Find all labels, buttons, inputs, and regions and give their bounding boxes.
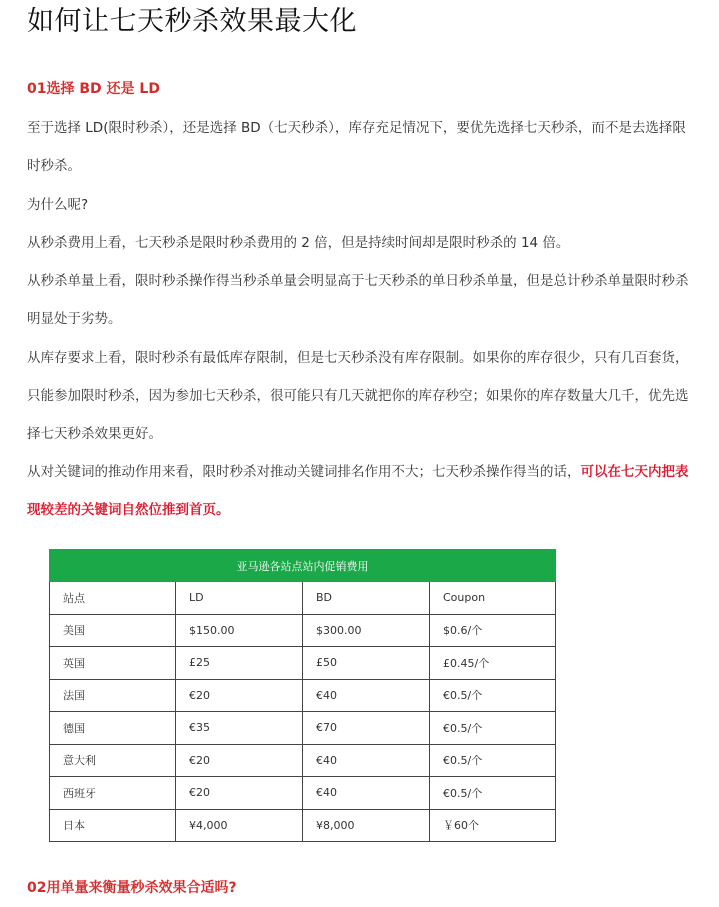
cell-site: 日本 (50, 809, 176, 842)
table-row (50, 647, 556, 680)
paragraph-keyword-effect (27, 453, 689, 529)
paragraph-question: 为什么呢? (27, 197, 89, 213)
paragraph-fee-comparison: 从秒杀费用上看，七天秒杀是限时秒杀费用的 2 倍，但是持续时间却是限时秒杀的 14 倍。 (27, 235, 570, 251)
page-title: 如何让七天秒杀效果最大化 (27, 6, 357, 37)
paragraph-intro: 至于选择 LD(限时秒杀），还是选择 BD（七天秒杀），库存充足情况下，要优先选择七天秒杀，而不是去选择限时秒杀。 (27, 120, 686, 174)
table-row (50, 809, 556, 842)
table-header-row (50, 582, 556, 615)
cell-ld: €35 (176, 712, 303, 745)
table-row (50, 712, 556, 745)
section-heading-order-volume: 02用单量来衡量秒杀效果合适吗? (27, 880, 237, 896)
section-heading-bd-vs-ld: 01选择 BD 还是 LD (27, 81, 160, 97)
cell-site: 意大利 (50, 744, 176, 777)
table-title-row (50, 550, 556, 582)
cell-bd: $300.00 (303, 614, 430, 647)
table-row (50, 614, 556, 647)
cell-bd: £50 (303, 647, 430, 680)
cell-bd: ¥8,000 (303, 809, 430, 842)
table-title: 亚马逊各站点站内促销费用 (50, 550, 556, 582)
cell-ld: £25 (176, 647, 303, 680)
cell-site: 法国 (50, 679, 176, 712)
cell-site: 西班牙 (50, 777, 176, 810)
column-header-coupon: Coupon (430, 582, 556, 615)
table-row (50, 744, 556, 777)
paragraph-order-volume: 从秒杀单量上看，限时秒杀操作得当秒杀单量会明显高于七天秒杀的单日秒杀单量，但是总计秒杀单量限时秒杀明显处于劣势。 (27, 273, 689, 327)
promotion-fee-table (49, 549, 556, 842)
cell-ld: €20 (176, 777, 303, 810)
cell-ld: $150.00 (176, 614, 303, 647)
cell-bd: €40 (303, 679, 430, 712)
keyword-effect-text: 从对关键词的推动作用来看，限时秒杀对推动关键词排名作用不大；七天秒杀操作得当的话， (27, 464, 581, 480)
cell-ld: ¥4,000 (176, 809, 303, 842)
keyword-effect-highlight: 可以在七天内把表现较差的关键词自然位推到首页。 (27, 464, 689, 518)
cell-coupon: €0.5/个 (430, 679, 556, 712)
cell-coupon: £0.45/个 (430, 647, 556, 680)
cell-site: 英国 (50, 647, 176, 680)
table-row (50, 777, 556, 810)
paragraph-inventory: 从库存要求上看，限时秒杀有最低库存限制，但是七天秒杀没有库存限制。如果你的库存很少，只有几百套货，只能参加限时秒杀，因为参加七天秒杀，很可能只有几天就把你的库存秒空；如果你的库存数量大几千，优先选择七天秒杀效果更好。 (27, 350, 689, 442)
cell-coupon: ￥60个 (430, 809, 556, 842)
cell-coupon: €0.5/个 (430, 744, 556, 777)
cell-coupon: €0.5/个 (430, 712, 556, 745)
table-row (50, 679, 556, 712)
cell-bd: €40 (303, 744, 430, 777)
cell-ld: €20 (176, 679, 303, 712)
cell-site: 美国 (50, 614, 176, 647)
column-header-site: 站点 (50, 582, 176, 615)
cell-bd: €70 (303, 712, 430, 745)
cell-coupon: €0.5/个 (430, 777, 556, 810)
cell-ld: €20 (176, 744, 303, 777)
cell-bd: €40 (303, 777, 430, 810)
column-header-ld: LD (176, 582, 303, 615)
cell-site: 德国 (50, 712, 176, 745)
column-header-bd: BD (303, 582, 430, 615)
cell-coupon: $0.6/个 (430, 614, 556, 647)
